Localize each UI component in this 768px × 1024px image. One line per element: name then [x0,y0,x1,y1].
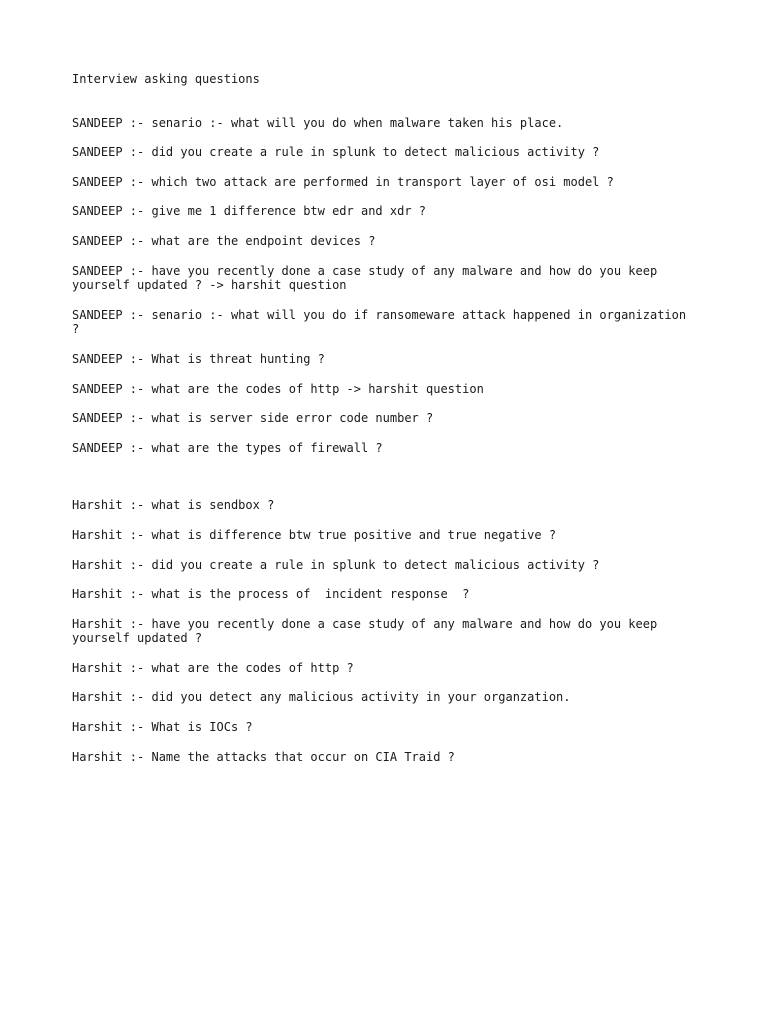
question-line: SANDEEP :- What is threat hunting ? [72,351,325,366]
question-line: SANDEEP :- what are the endpoint devices ? [72,233,376,248]
question-line: Harshit :- did you create a rule in splunk to detect malicious activity ? [72,557,600,572]
question-line: SANDEEP :- what are the types of firewall ? [72,440,383,455]
question-line: Harshit :- What is IOCs ? [72,720,253,735]
question-line: Harshit :- what is sendbox ? [72,498,275,513]
question-group-harshit [72,498,696,764]
document-body [72,72,696,779]
question-group-sandeep [72,116,696,456]
question-line: SANDEEP :- what are the codes of http -> harshit question [72,381,484,396]
question-line: Harshit :- have you recently done a case study of any malware and how do you keep yourself updated ? [72,616,665,646]
question-line: Harshit :- what is the process of incident response ? [72,587,470,602]
question-line: SANDEEP :- what is server side error code number ? [72,411,434,426]
question-line: Harshit :- Name the attacks that occur on CIA Traid ? [72,749,455,764]
question-line: SANDEEP :- give me 1 difference btw edr and xdr ? [72,204,427,219]
question-line: SANDEEP :- senario :- what will you do when malware taken his place. [72,115,564,130]
question-line: SANDEEP :- senario :- what will you do if ransomeware attack happened in organization ? [72,307,694,337]
question-line: Harshit :- what are the codes of http ? [72,660,354,675]
question-line: SANDEEP :- have you recently done a case study of any malware and how do you keep yourself updated ? -> harshit question [72,263,665,293]
question-line: Harshit :- did you detect any malicious activity in your organzation. [72,690,571,705]
question-line: SANDEEP :- did you create a rule in splunk to detect malicious activity ? [72,145,600,160]
question-line: SANDEEP :- which two attack are performed in transport layer of osi model ? [72,174,614,189]
question-line: Harshit :- what is difference btw true positive and true negative ? [72,527,557,542]
document-title: Interview asking questions [72,72,260,86]
